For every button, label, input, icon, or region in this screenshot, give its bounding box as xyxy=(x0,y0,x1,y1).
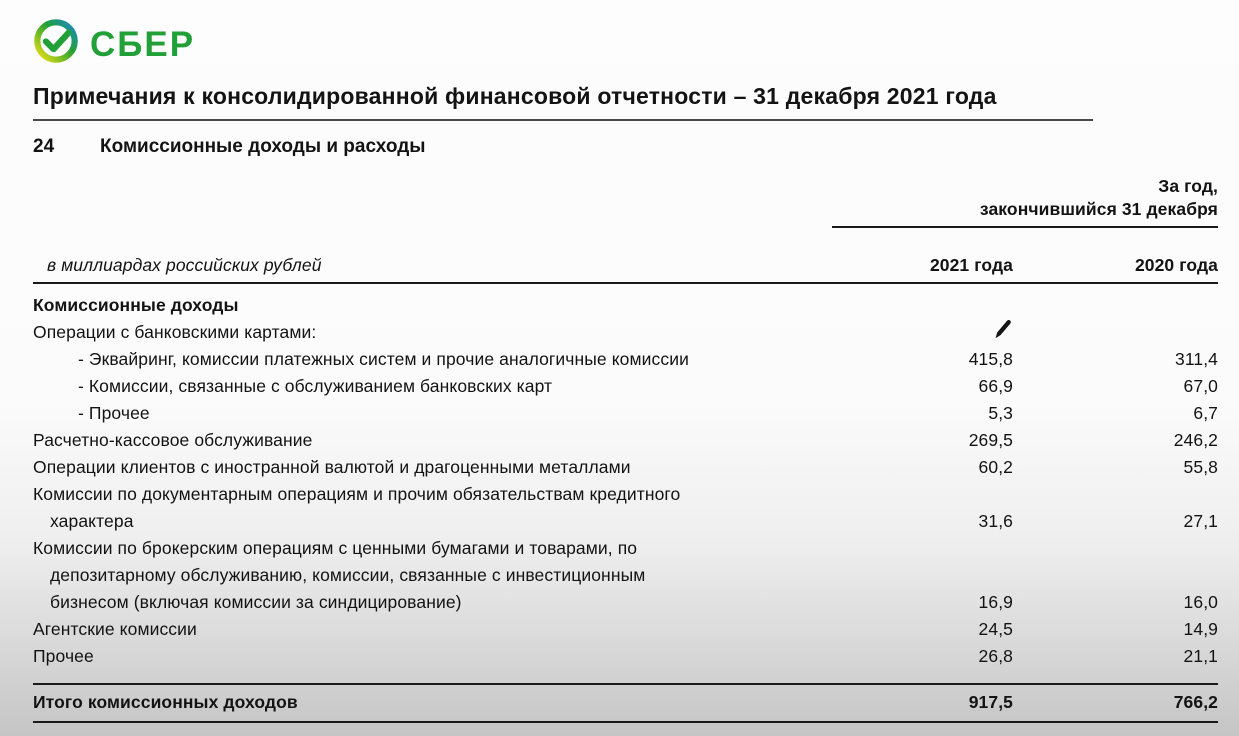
commission-income-table xyxy=(33,175,1218,723)
sber-logo xyxy=(33,16,1239,70)
period-header-line2: закончившийся 31 декабря xyxy=(979,199,1218,219)
total-value-2021: 917,5 xyxy=(968,692,1013,712)
table-row xyxy=(33,373,1218,400)
section-number: 24 xyxy=(33,136,55,157)
row-value-2021: 31,6 xyxy=(978,511,1013,531)
row-label: - Эквайринг, комиссии платежных систем и прочие аналогичные комиссии xyxy=(78,349,689,369)
row-label: Комиссии по документарным операциям и прочим обязательствам кредитного характера xyxy=(33,484,681,531)
row-label: Агентские комиссии xyxy=(33,619,197,639)
row-value-2021: 24,5 xyxy=(978,619,1013,639)
table-row xyxy=(33,643,1218,670)
row-value-2021: 60,2 xyxy=(978,457,1013,477)
row-label: Прочее xyxy=(33,646,94,666)
row-value-2020: 55,8 xyxy=(1183,457,1218,477)
row-label: Операции клиентов с иностранной валютой и драгоценными металлами xyxy=(33,457,631,477)
row-value-2021: 415,8 xyxy=(968,349,1013,369)
section-title: Комиссионные доходы и расходы xyxy=(100,136,426,157)
row-label: - Прочее xyxy=(78,403,150,423)
total-value-2020: 766,2 xyxy=(1173,692,1218,712)
row-value-2020: 16,0 xyxy=(1183,592,1218,612)
table-row xyxy=(33,346,1218,373)
row-value-2021: 66,9 xyxy=(978,376,1013,396)
section-heading xyxy=(33,136,1239,158)
col-header-2020: 2020 года xyxy=(1134,255,1218,275)
row-label: - Комиссии, связанные с обслуживанием банковских карт xyxy=(78,376,553,396)
row-value-2020: 27,1 xyxy=(1183,511,1218,531)
group-header: Комиссионные доходы xyxy=(33,295,239,315)
row-label: Комиссии по брокерским операциям с ценными бумагами и товарами, по депозитарному обслуживанию, комиссии, связанные с инвестиционным бизнесом (включая комиссии за синдицирование) xyxy=(33,538,646,612)
pencil-cursor-icon xyxy=(992,316,1013,350)
col-header-2021: 2021 года xyxy=(929,255,1013,275)
sber-checkmark-ring-icon xyxy=(33,18,79,69)
period-header xyxy=(832,175,1218,228)
row-value-2020: 21,1 xyxy=(1183,646,1218,666)
total-label: Итого комиссионных доходов xyxy=(33,692,298,712)
period-header-line1: За год, xyxy=(1158,176,1218,196)
total-row xyxy=(33,683,1218,723)
table-rows xyxy=(33,319,1218,670)
table-row xyxy=(33,481,1218,535)
row-value-2020: 6,7 xyxy=(1193,403,1218,423)
row-value-2020: 14,9 xyxy=(1183,619,1218,639)
table-row xyxy=(33,427,1218,454)
row-value-2021: 16,9 xyxy=(978,592,1013,612)
table-row xyxy=(33,454,1218,481)
row-value-2020: 246,2 xyxy=(1173,430,1218,450)
row-value-2021: 5,3 xyxy=(988,403,1013,423)
row-label: Операции с банковскими картами: xyxy=(33,322,317,342)
column-header-row xyxy=(33,255,1218,284)
brand-wordmark: СБЕР xyxy=(90,24,196,64)
units-label: в миллиардах российских рублей xyxy=(47,255,322,275)
row-label: Расчетно-кассовое обслуживание xyxy=(33,430,313,450)
table-row xyxy=(33,535,1218,616)
row-value-2020: 67,0 xyxy=(1183,376,1218,396)
table-row xyxy=(33,616,1218,643)
row-value-2020: 311,4 xyxy=(1175,349,1218,369)
row-value-2021: 26,8 xyxy=(978,646,1013,666)
page-title: Примечания к консолидированной финансовой отчетности – 31 декабря 2021 года xyxy=(33,83,1093,121)
table-row xyxy=(33,319,1218,346)
row-value-2021: 269,5 xyxy=(968,430,1013,450)
table-row xyxy=(33,400,1218,427)
